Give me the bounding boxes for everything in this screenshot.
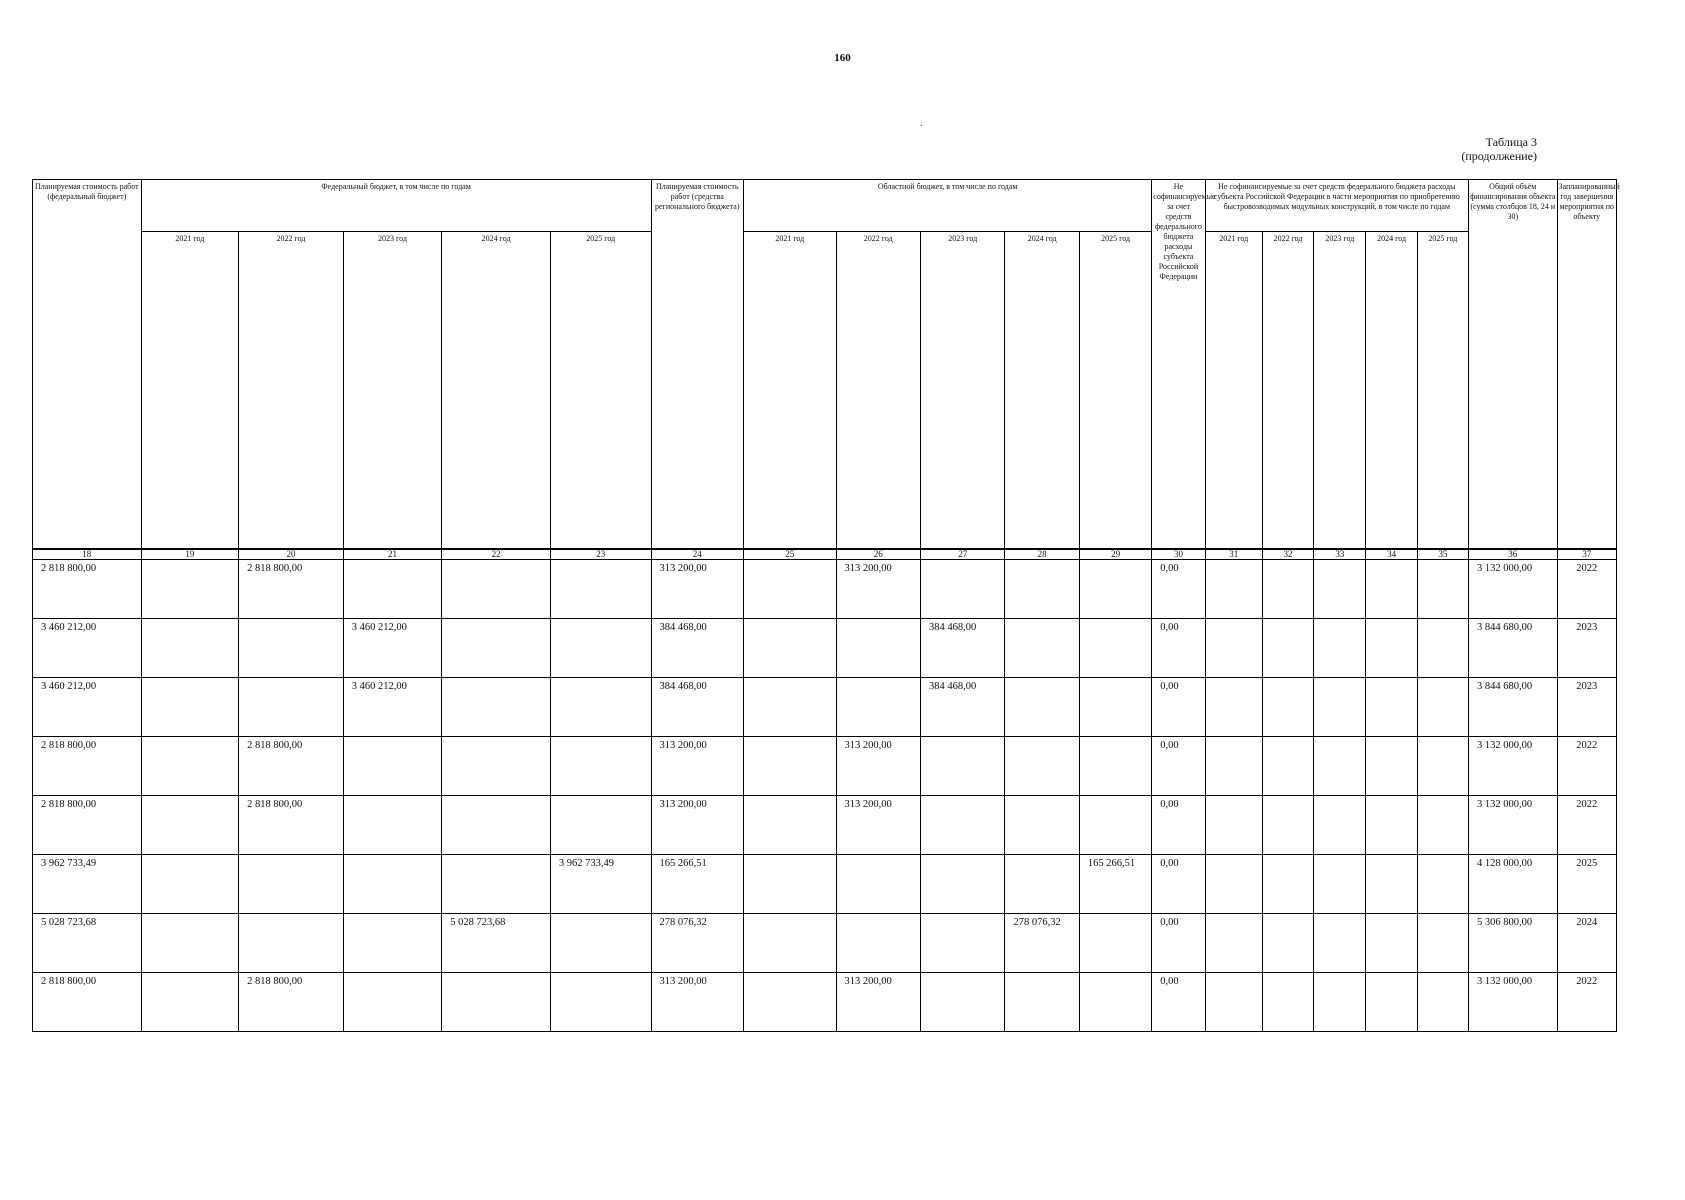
table-cell: 313 200,00: [651, 737, 744, 796]
table-cell: [442, 796, 551, 855]
header-not-cofinanced-group: Не софинансируемые за счет средств федерального бюджета расходы субъекта Российской Федерации в части мероприятия по приобретению быстровозводимых модульных конструкций, в том числе по годам: [1205, 180, 1468, 232]
header-modular-year: 2022 год: [1262, 232, 1313, 550]
table-cell: [921, 796, 1005, 855]
table-cell: 313 200,00: [651, 560, 744, 619]
budget-table: [32, 179, 1620, 1032]
table-cell: [550, 914, 651, 973]
column-number: 25: [744, 549, 837, 560]
table-cell: [442, 855, 551, 914]
table-cell: [1366, 796, 1417, 855]
table-cell: [239, 914, 344, 973]
table-cell: 384 468,00: [921, 678, 1005, 737]
page-number: 160: [834, 52, 851, 64]
table-cell: [1262, 737, 1313, 796]
table-cell: [1205, 619, 1262, 678]
table-cell: [141, 973, 239, 1032]
table-cell: [1366, 914, 1417, 973]
column-number: 19: [141, 549, 239, 560]
table-cell: [141, 855, 239, 914]
table-row: [33, 914, 1617, 973]
table-cell: [836, 619, 920, 678]
table-cell: 0,00: [1152, 973, 1205, 1032]
header-regional-group: Областной бюджет, в том числе по годам: [744, 180, 1152, 232]
table-row: [33, 796, 1617, 855]
table-cell: 278 076,32: [651, 914, 744, 973]
header-total-financing: Общий объём финансирования объекта (сумма столбцов 18, 24 и 30): [1469, 180, 1557, 550]
table-cell: 384 468,00: [651, 619, 744, 678]
table-cell: [343, 973, 442, 1032]
table-cell: [550, 973, 651, 1032]
header-regional-year: 2024 год: [1005, 232, 1079, 550]
table-row: [33, 973, 1617, 1032]
header-regional-year: 2023 год: [921, 232, 1005, 550]
table-cell: [239, 678, 344, 737]
table-cell: [1205, 914, 1262, 973]
table-cell: [1262, 678, 1313, 737]
header-planned-federal: Планируемая стоимость работ (федеральный бюджет): [33, 180, 142, 550]
header-regional-year: 2021 год: [744, 232, 837, 550]
table-cell: [744, 737, 837, 796]
table-cell: 2023: [1557, 619, 1616, 678]
table-cell: [1262, 973, 1313, 1032]
table-cell: 5 028 723,68: [33, 914, 142, 973]
table-cell: [1205, 737, 1262, 796]
header-planned-regional: Планируемая стоимость работ (средства регионального бюджета): [651, 180, 744, 550]
table-cell: [141, 678, 239, 737]
table-cell: [1366, 737, 1417, 796]
table-cell: 3 844 680,00: [1469, 678, 1557, 737]
column-number: 22: [442, 549, 551, 560]
table-cell: 2 818 800,00: [239, 737, 344, 796]
table-cell: 313 200,00: [651, 796, 744, 855]
column-number: 29: [1079, 549, 1151, 560]
table-cell: [921, 973, 1005, 1032]
column-number-row: [33, 549, 1617, 560]
table-cell: 0,00: [1152, 855, 1205, 914]
table-cell: [1262, 855, 1313, 914]
header-modular-year: 2024 год: [1366, 232, 1417, 550]
table-cell: [921, 855, 1005, 914]
table-cell: [1262, 619, 1313, 678]
column-number: 32: [1262, 549, 1313, 560]
table-cell: 3 132 000,00: [1469, 796, 1557, 855]
table-cell: [550, 560, 651, 619]
table-cell: [1079, 560, 1151, 619]
column-number: 28: [1005, 549, 1079, 560]
table-cell: [1079, 796, 1151, 855]
table-cell: [1417, 678, 1468, 737]
table-cell: [1366, 973, 1417, 1032]
table-cell: [744, 560, 837, 619]
table-cell: [1262, 560, 1313, 619]
table-cell: 2022: [1557, 560, 1616, 619]
table-cell: 0,00: [1152, 619, 1205, 678]
table-cell: [550, 737, 651, 796]
table-cell: 5 028 723,68: [442, 914, 551, 973]
table-row: [33, 737, 1617, 796]
table-cell: [1314, 678, 1366, 737]
table-cell: 2 818 800,00: [33, 796, 142, 855]
table-cell: [836, 678, 920, 737]
column-number: 20: [239, 549, 344, 560]
header-completion-year: Запланированный год завершения мероприятия по объекту: [1557, 180, 1616, 550]
table-cell: 0,00: [1152, 737, 1205, 796]
table-cell: [343, 796, 442, 855]
table-cell: [343, 855, 442, 914]
table-cell: 0,00: [1152, 560, 1205, 619]
table-cell: [239, 855, 344, 914]
column-number: 26: [836, 549, 920, 560]
table-cell: [1005, 855, 1079, 914]
table-cell: [921, 914, 1005, 973]
table-cell: 165 266,51: [1079, 855, 1151, 914]
table-cell: [141, 619, 239, 678]
table-cell: [343, 737, 442, 796]
table-cell: [141, 914, 239, 973]
column-number: 23: [550, 549, 651, 560]
column-number: 31: [1205, 549, 1262, 560]
table-body: [33, 549, 1617, 1032]
header-federal-year: 2023 год: [343, 232, 442, 550]
table-row: [33, 855, 1617, 914]
table-cell: 313 200,00: [836, 560, 920, 619]
table-cell: [1417, 914, 1468, 973]
table-cell: [744, 678, 837, 737]
table-row: [33, 678, 1617, 737]
table-cell: 3 460 212,00: [343, 619, 442, 678]
table-cell: [836, 914, 920, 973]
column-number: 35: [1417, 549, 1468, 560]
table-cell: [744, 914, 837, 973]
table-cell: [141, 796, 239, 855]
table-cell: 2 818 800,00: [33, 973, 142, 1032]
header-federal-year: 2021 год: [141, 232, 239, 550]
table-cell: 4 128 000,00: [1469, 855, 1557, 914]
column-number: 24: [651, 549, 744, 560]
table-cell: 2025: [1557, 855, 1616, 914]
table-cell: [744, 619, 837, 678]
table-cell: 0,00: [1152, 796, 1205, 855]
table-cell: [1417, 619, 1468, 678]
header-modular-year: 2023 год: [1314, 232, 1366, 550]
table-cell: 278 076,32: [1005, 914, 1079, 973]
table-cell: 3 460 212,00: [343, 678, 442, 737]
table-cell: [1205, 678, 1262, 737]
table-cell: 3 460 212,00: [33, 619, 142, 678]
table-cell: 2 818 800,00: [33, 737, 142, 796]
table-cell: [1314, 855, 1366, 914]
table-cell: 2 818 800,00: [239, 560, 344, 619]
table-cell: 384 468,00: [651, 678, 744, 737]
column-number: 36: [1469, 549, 1557, 560]
table-cell: [1079, 973, 1151, 1032]
table-cell: [1005, 619, 1079, 678]
stray-mark: .: [920, 118, 923, 129]
table-cell: 2022: [1557, 737, 1616, 796]
header-federal-year: 2022 год: [239, 232, 344, 550]
table-cell: [550, 796, 651, 855]
table-caption: [1461, 135, 1537, 163]
table-cell: [1314, 560, 1366, 619]
table-cell: [442, 619, 551, 678]
table-cell: 313 200,00: [836, 796, 920, 855]
table-cell: [921, 737, 1005, 796]
table-cell: [1366, 855, 1417, 914]
header-federal-group: Федеральный бюджет, в том числе по годам: [141, 180, 651, 232]
table-cell: [1005, 973, 1079, 1032]
table-cell: [1205, 855, 1262, 914]
table-cell: [1262, 796, 1313, 855]
table-cell: [1079, 678, 1151, 737]
table-cell: 0,00: [1152, 914, 1205, 973]
table-cell: [744, 855, 837, 914]
table-cell: [1314, 973, 1366, 1032]
table-cell: [1005, 796, 1079, 855]
table-cell: 313 200,00: [836, 973, 920, 1032]
table-cell: [1366, 619, 1417, 678]
table-caption-subtitle: (продолжение): [1461, 149, 1537, 163]
table-cell: [744, 973, 837, 1032]
table-cell: [1005, 678, 1079, 737]
header-modular-year: 2025 год: [1417, 232, 1468, 550]
table-cell: [442, 560, 551, 619]
column-number: 30: [1152, 549, 1205, 560]
table-cell: [1314, 914, 1366, 973]
table-cell: [1005, 560, 1079, 619]
column-number: 33: [1314, 549, 1366, 560]
table-cell: 3 962 733,49: [550, 855, 651, 914]
table-cell: [550, 678, 651, 737]
header-federal-year: 2024 год: [442, 232, 551, 550]
table-cell: 384 468,00: [921, 619, 1005, 678]
table-cell: [1079, 619, 1151, 678]
header-regional-year: 2025 год: [1079, 232, 1151, 550]
table-row: [33, 619, 1617, 678]
table-cell: 0,00: [1152, 678, 1205, 737]
table-caption-title: Таблица 3: [1485, 135, 1537, 149]
table-row: [33, 560, 1617, 619]
header-not-cofinanced: Не софинансируемые за счет средств федерального бюджета расходы субъекта Российской Федерации: [1152, 180, 1205, 550]
header-regional-year: 2022 год: [836, 232, 920, 550]
column-number: 37: [1557, 549, 1616, 560]
table-cell: [1417, 560, 1468, 619]
table-cell: 2023: [1557, 678, 1616, 737]
column-number: 18: [33, 549, 142, 560]
table-cell: 3 460 212,00: [33, 678, 142, 737]
column-number: 27: [921, 549, 1005, 560]
table-cell: [836, 855, 920, 914]
table-cell: [1079, 914, 1151, 973]
table-cell: 2022: [1557, 973, 1616, 1032]
table-cell: 3 132 000,00: [1469, 737, 1557, 796]
table-cell: 5 306 800,00: [1469, 914, 1557, 973]
table-cell: [1205, 973, 1262, 1032]
table-cell: 3 132 000,00: [1469, 560, 1557, 619]
table-cell: [1205, 560, 1262, 619]
header-federal-year: 2025 год: [550, 232, 651, 550]
table-cell: [744, 796, 837, 855]
table-cell: [442, 973, 551, 1032]
table-cell: [1417, 796, 1468, 855]
table-cell: 2024: [1557, 914, 1616, 973]
table-cell: [550, 619, 651, 678]
table-cell: 313 200,00: [651, 973, 744, 1032]
table-cell: 3 132 000,00: [1469, 973, 1557, 1032]
table-cell: [1366, 560, 1417, 619]
table-cell: 2022: [1557, 796, 1616, 855]
table-cell: [1205, 796, 1262, 855]
table-cell: 3 962 733,49: [33, 855, 142, 914]
table-cell: [1417, 855, 1468, 914]
table-cell: 165 266,51: [651, 855, 744, 914]
table-cell: [343, 560, 442, 619]
table-cell: [1314, 737, 1366, 796]
table-cell: [921, 560, 1005, 619]
table-cell: [442, 737, 551, 796]
table-cell: [1417, 973, 1468, 1032]
table-cell: 2 818 800,00: [33, 560, 142, 619]
table-cell: [239, 619, 344, 678]
table-cell: [442, 678, 551, 737]
table-cell: 2 818 800,00: [239, 796, 344, 855]
table-cell: [141, 737, 239, 796]
table-cell: 313 200,00: [836, 737, 920, 796]
table-cell: [1314, 619, 1366, 678]
table-cell: 3 844 680,00: [1469, 619, 1557, 678]
table-cell: [343, 914, 442, 973]
table-cell: [1314, 796, 1366, 855]
table-cell: [1262, 914, 1313, 973]
header-modular-year: 2021 год: [1205, 232, 1262, 550]
table-cell: [1366, 678, 1417, 737]
column-number: 34: [1366, 549, 1417, 560]
table-cell: [1079, 737, 1151, 796]
table-cell: 2 818 800,00: [239, 973, 344, 1032]
table-cell: [1005, 737, 1079, 796]
table-cell: [1417, 737, 1468, 796]
table-cell: [141, 560, 239, 619]
column-number: 21: [343, 549, 442, 560]
